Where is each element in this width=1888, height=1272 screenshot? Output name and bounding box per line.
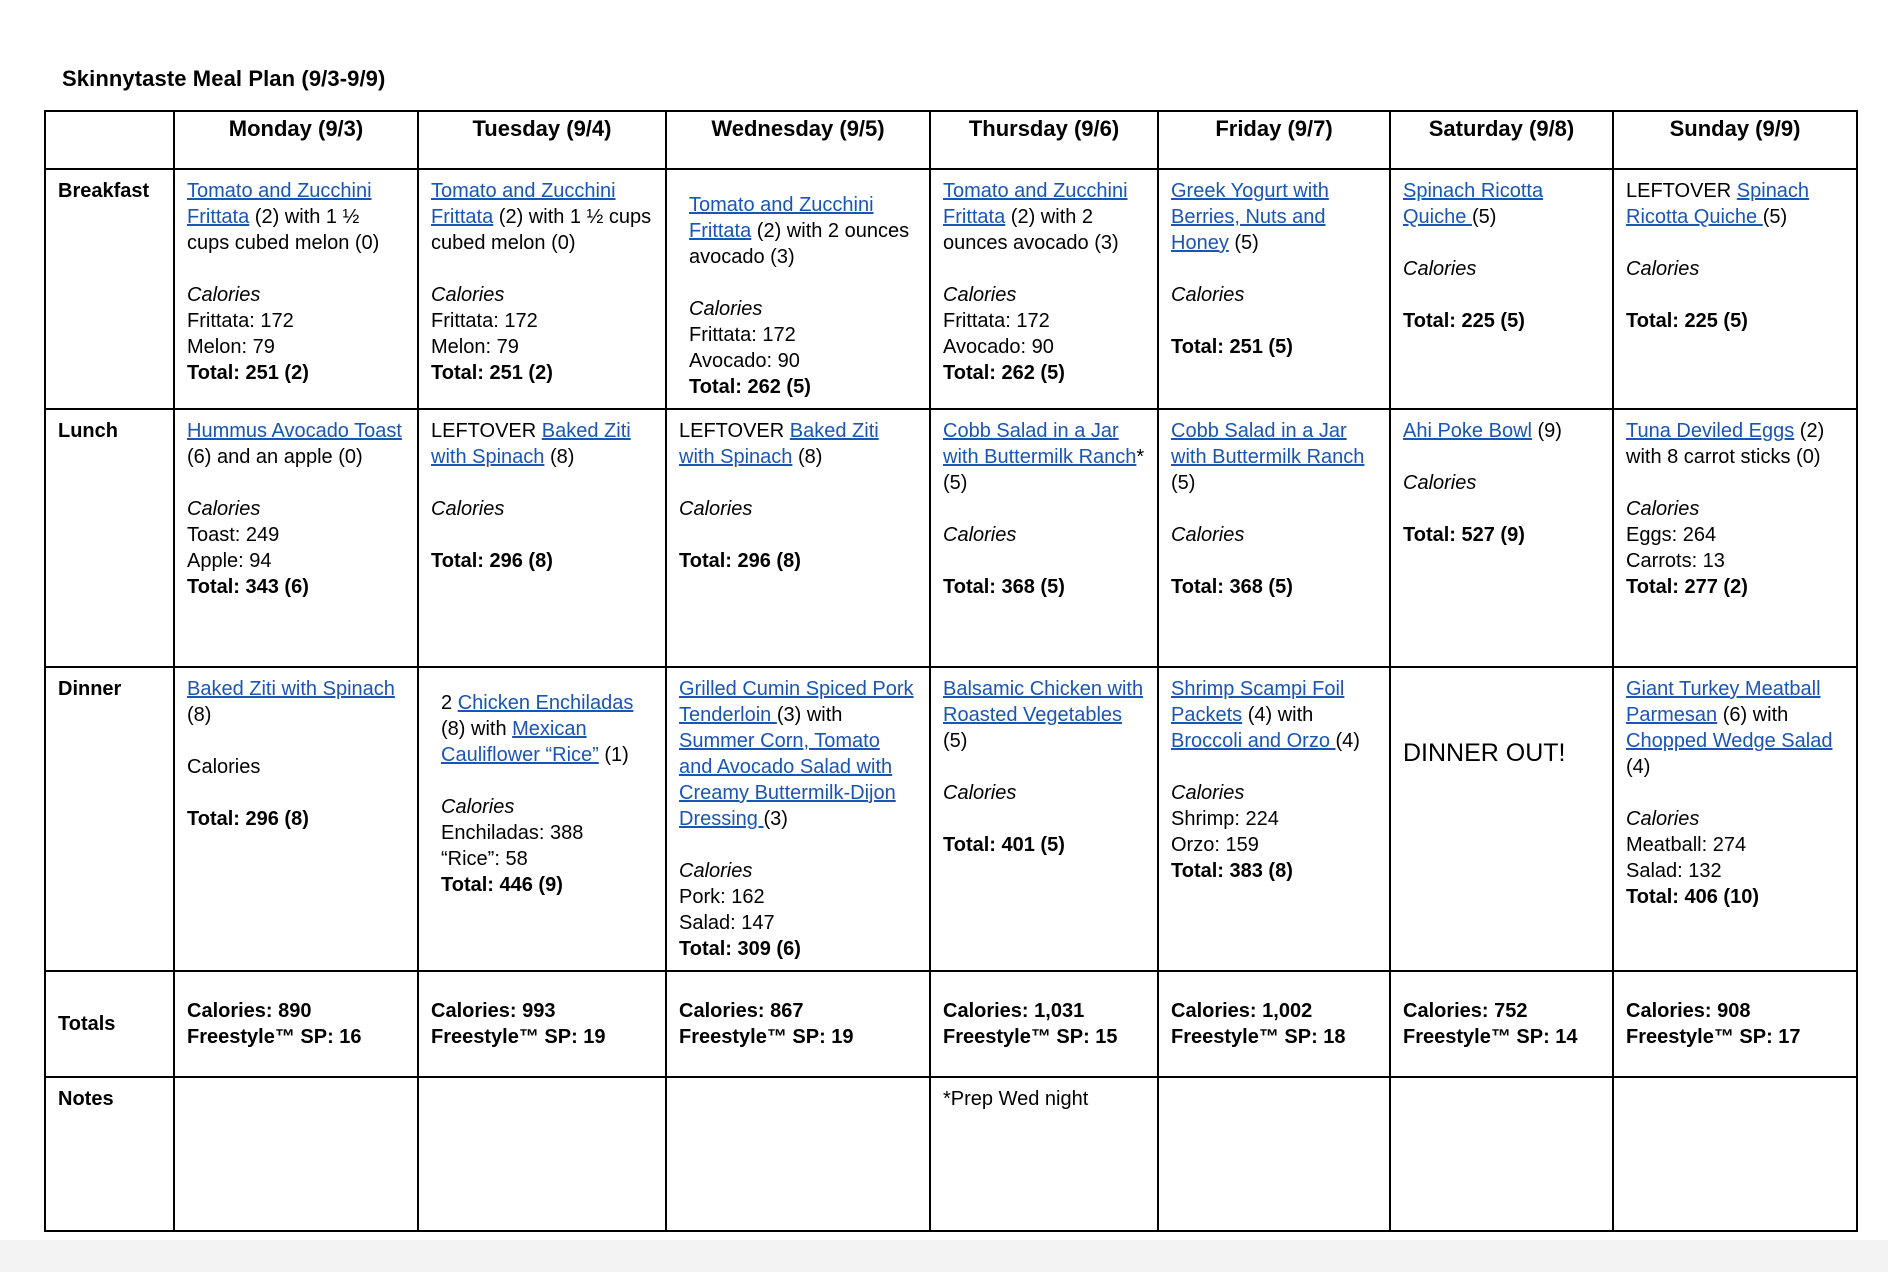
lunch-cell-saturday bbox=[1390, 409, 1613, 667]
lunch-cell-tuesday bbox=[418, 409, 666, 667]
calorie-line: “Rice”: 58 bbox=[441, 848, 528, 870]
calories-label: Calories bbox=[943, 524, 1017, 546]
meal-total: Total: 401 (5) bbox=[943, 834, 1065, 856]
meal-total: Total: 296 (8) bbox=[431, 550, 553, 572]
notes-cell-thursday bbox=[930, 1077, 1158, 1231]
lunch-cell-thursday bbox=[930, 409, 1158, 667]
meal-total: Total: 251 (2) bbox=[187, 362, 309, 384]
dinner-cell-friday bbox=[1158, 667, 1390, 971]
calories-label: Calories bbox=[1626, 808, 1700, 830]
totals-cell-tuesday bbox=[418, 971, 666, 1077]
dinner-cell-tuesday bbox=[418, 667, 666, 971]
meal-plan-table bbox=[44, 110, 1858, 1232]
recipe-link[interactable]: Grilled Cumin Spiced Pork Tenderloin bbox=[679, 678, 914, 726]
calorie-line: Orzo: 159 bbox=[1171, 834, 1259, 856]
meal-total: Total: 225 (5) bbox=[1403, 310, 1525, 332]
daily-calories: Calories: 908 bbox=[1626, 1000, 1751, 1022]
calorie-line: Avocado: 90 bbox=[689, 350, 800, 372]
calories-label: Calories bbox=[943, 284, 1017, 306]
notes-cell-friday bbox=[1158, 1077, 1390, 1231]
day-header-tuesday: Tuesday (9/4) bbox=[418, 111, 666, 169]
recipe-link[interactable]: Tomato and Zucchini Frittata bbox=[187, 180, 372, 228]
recipe-link[interactable]: Greek Yogurt with Berries, Nuts and Honey bbox=[1171, 180, 1329, 254]
calorie-line: Pork: 162 bbox=[679, 886, 765, 908]
meal-total: Total: 406 (10) bbox=[1626, 886, 1759, 908]
calories-label: Calories bbox=[1626, 258, 1700, 280]
calorie-line: Toast: 249 bbox=[187, 524, 280, 546]
notes-cell-monday bbox=[174, 1077, 418, 1231]
meal-total: Total: 251 (5) bbox=[1171, 336, 1293, 358]
meal-description: Spinach Ricotta Quiche (5) bbox=[1403, 180, 1544, 228]
calories-label: Calories bbox=[679, 498, 753, 520]
meal-description: Shrimp Scampi Foil Packets (4) with Broccoli and Orzo (4) bbox=[1171, 678, 1360, 752]
calorie-line: Avocado: 90 bbox=[943, 336, 1054, 358]
daily-calories: Calories: 890 bbox=[187, 1000, 312, 1022]
meal-total: Total: 368 (5) bbox=[1171, 576, 1293, 598]
breakfast-cell-sunday bbox=[1613, 169, 1857, 409]
meal-description: Balsamic Chicken with Roasted Vegetables (5) bbox=[943, 678, 1144, 752]
meal-description: Tuna Deviled Eggs (2) with 8 carrot sticks (0) bbox=[1626, 420, 1825, 468]
totals-cell-saturday bbox=[1390, 971, 1613, 1077]
meal-description: LEFTOVER Baked Ziti with Spinach (8) bbox=[431, 420, 631, 468]
row-label-dinner: Dinner bbox=[45, 667, 174, 971]
recipe-link[interactable]: Chopped Wedge Salad bbox=[1626, 730, 1833, 752]
daily-calories: Calories: 993 bbox=[431, 1000, 556, 1022]
meal-total: Total: 277 (2) bbox=[1626, 576, 1748, 598]
lunch-cell-friday bbox=[1158, 409, 1390, 667]
day-header-thursday: Thursday (9/6) bbox=[930, 111, 1158, 169]
recipe-link[interactable]: Broccoli and Orzo bbox=[1171, 730, 1336, 752]
calories-label: Calories bbox=[943, 782, 1017, 804]
lunch-cell-sunday bbox=[1613, 409, 1857, 667]
daily-calories: Calories: 1,031 bbox=[943, 1000, 1085, 1022]
recipe-link[interactable]: Giant Turkey Meatball Parmesan bbox=[1626, 678, 1821, 726]
meal-description: Giant Turkey Meatball Parmesan (6) with Chopped Wedge Salad (4) bbox=[1626, 678, 1833, 778]
totals-cell-sunday bbox=[1613, 971, 1857, 1077]
notes-cell-tuesday bbox=[418, 1077, 666, 1231]
breakfast-cell-monday bbox=[174, 169, 418, 409]
recipe-link[interactable]: Tuna Deviled Eggs bbox=[1626, 420, 1795, 442]
calorie-line: Apple: 94 bbox=[187, 550, 272, 572]
calories-label: Calories bbox=[1171, 524, 1245, 546]
breakfast-cell-friday bbox=[1158, 169, 1390, 409]
dinner-out-text: DINNER OUT! bbox=[1403, 739, 1566, 767]
daily-smartpoints: Freestyle™ SP: 19 bbox=[679, 1026, 854, 1048]
calories-label: Calories bbox=[187, 756, 261, 778]
calories-label: Calories bbox=[187, 284, 261, 306]
meal-total: Total: 262 (5) bbox=[689, 376, 811, 398]
recipe-link[interactable]: Summer Corn, Tomato and Avocado Salad with Creamy Buttermilk-Dijon Dressing bbox=[679, 730, 896, 830]
daily-smartpoints: Freestyle™ SP: 19 bbox=[431, 1026, 606, 1048]
meal-description: Tomato and Zucchini Frittata (2) with 2 ounces avocado (3) bbox=[943, 180, 1128, 254]
meal-description: Ahi Poke Bowl (9) bbox=[1403, 420, 1562, 442]
calories-label: Calories bbox=[1403, 258, 1477, 280]
day-header-friday: Friday (9/7) bbox=[1158, 111, 1390, 169]
meal-description: LEFTOVER Baked Ziti with Spinach (8) bbox=[679, 420, 879, 468]
page-bottom-band bbox=[0, 1240, 1888, 1272]
lunch-cell-wednesday bbox=[666, 409, 930, 667]
daily-smartpoints: Freestyle™ SP: 16 bbox=[187, 1026, 362, 1048]
calories-label: Calories bbox=[1403, 472, 1477, 494]
recipe-link[interactable]: Tomato and Zucchini Frittata bbox=[943, 180, 1128, 228]
meal-total: Total: 446 (9) bbox=[441, 874, 563, 896]
row-label-totals: Totals bbox=[45, 971, 174, 1077]
calorie-line: Frittata: 172 bbox=[431, 310, 538, 332]
meal-description: Grilled Cumin Spiced Pork Tenderloin (3) with Summer Corn, Tomato and Avocado Salad with Creamy Buttermilk-Dijon Dressing (3) bbox=[679, 678, 914, 830]
calories-label: Calories bbox=[431, 498, 505, 520]
header-row bbox=[45, 111, 1857, 169]
day-header-sunday: Sunday (9/9) bbox=[1613, 111, 1857, 169]
recipe-link[interactable]: Baked Ziti with Spinach bbox=[187, 678, 395, 700]
meal-total: Total: 368 (5) bbox=[943, 576, 1065, 598]
meal-total: Total: 527 (9) bbox=[1403, 524, 1525, 546]
meal-description: Cobb Salad in a Jar with Buttermilk Ranch* (5) bbox=[943, 420, 1145, 494]
meal-total: Total: 296 (8) bbox=[679, 550, 801, 572]
breakfast-row bbox=[45, 169, 1857, 409]
recipe-link[interactable]: Shrimp Scampi Foil Packets bbox=[1171, 678, 1345, 726]
recipe-link[interactable]: Balsamic Chicken with Roasted Vegetables bbox=[943, 678, 1144, 726]
recipe-link[interactable]: Hummus Avocado Toast bbox=[187, 420, 402, 442]
breakfast-cell-wednesday bbox=[666, 169, 930, 409]
recipe-link[interactable]: Baked Ziti with Spinach bbox=[431, 420, 631, 468]
recipe-link[interactable]: Mexican Cauliflower “Rice” bbox=[441, 718, 599, 766]
dinner-cell-thursday bbox=[930, 667, 1158, 971]
calorie-line: Frittata: 172 bbox=[187, 310, 294, 332]
calorie-line: Eggs: 264 bbox=[1626, 524, 1717, 546]
breakfast-cell-saturday bbox=[1390, 169, 1613, 409]
daily-smartpoints: Freestyle™ SP: 14 bbox=[1403, 1026, 1578, 1048]
notes-cell-sunday bbox=[1613, 1077, 1857, 1231]
daily-calories: Calories: 1,002 bbox=[1171, 1000, 1313, 1022]
notes-row bbox=[45, 1077, 1857, 1231]
calorie-line: Melon: 79 bbox=[431, 336, 519, 358]
meal-description: Tomato and Zucchini Frittata (2) with 1 ½ cups cubed melon (0) bbox=[187, 180, 380, 254]
meal-total: Total: 225 (5) bbox=[1626, 310, 1748, 332]
day-header-monday: Monday (9/3) bbox=[174, 111, 418, 169]
calories-label: Calories bbox=[431, 284, 505, 306]
note-text: *Prep Wed night bbox=[943, 1088, 1089, 1110]
recipe-link[interactable]: Spinach Ricotta Quiche bbox=[1626, 180, 1810, 228]
page-title: Skinnytaste Meal Plan (9/3-9/9) bbox=[62, 66, 386, 91]
daily-calories: Calories: 752 bbox=[1403, 1000, 1528, 1022]
recipe-link[interactable]: Tomato and Zucchini Frittata bbox=[431, 180, 616, 228]
calories-label: Calories bbox=[187, 498, 261, 520]
row-label-breakfast: Breakfast bbox=[45, 169, 174, 409]
meal-total: Total: 296 (8) bbox=[187, 808, 309, 830]
lunch-row bbox=[45, 409, 1857, 667]
calories-label: Calories bbox=[679, 860, 753, 882]
notes-cell-wednesday bbox=[666, 1077, 930, 1231]
calories-label: Calories bbox=[1626, 498, 1700, 520]
daily-smartpoints: Freestyle™ SP: 17 bbox=[1626, 1026, 1801, 1048]
calorie-line: Enchiladas: 388 bbox=[441, 822, 584, 844]
day-header-wednesday: Wednesday (9/5) bbox=[666, 111, 930, 169]
meal-description: Tomato and Zucchini Frittata (2) with 1 ½ cups cubed melon (0) bbox=[431, 180, 652, 254]
calorie-line: Salad: 147 bbox=[679, 912, 775, 934]
dinner-cell-sunday bbox=[1613, 667, 1857, 971]
meal-description: Greek Yogurt with Berries, Nuts and Honey (5) bbox=[1171, 180, 1329, 254]
calorie-line: Carrots: 13 bbox=[1626, 550, 1725, 572]
recipe-link[interactable]: Tomato and Zucchini Frittata bbox=[689, 194, 874, 242]
calories-label: Calories bbox=[441, 796, 515, 818]
totals-cell-thursday bbox=[930, 971, 1158, 1077]
totals-cell-friday bbox=[1158, 971, 1390, 1077]
row-label-notes: Notes bbox=[45, 1077, 174, 1231]
calorie-line: Meatball: 274 bbox=[1626, 834, 1747, 856]
recipe-link[interactable]: Baked Ziti with Spinach bbox=[679, 420, 879, 468]
recipe-link[interactable]: Cobb Salad in a Jar with Buttermilk Ranch bbox=[943, 420, 1137, 468]
dinner-cell-wednesday bbox=[666, 667, 930, 971]
daily-smartpoints: Freestyle™ SP: 18 bbox=[1171, 1026, 1346, 1048]
meal-description: Cobb Salad in a Jar with Buttermilk Ranch (5) bbox=[1171, 420, 1365, 494]
day-header-saturday: Saturday (9/8) bbox=[1390, 111, 1613, 169]
totals-cell-monday bbox=[174, 971, 418, 1077]
dinner-cell-saturday bbox=[1390, 667, 1613, 971]
meal-total: Total: 251 (2) bbox=[431, 362, 553, 384]
meal-description: Baked Ziti with Spinach (8) bbox=[187, 678, 395, 726]
calorie-line: Salad: 132 bbox=[1626, 860, 1722, 882]
totals-cell-wednesday bbox=[666, 971, 930, 1077]
calorie-line: Shrimp: 224 bbox=[1171, 808, 1279, 830]
calories-label: Calories bbox=[1171, 782, 1245, 804]
dinner-cell-monday bbox=[174, 667, 418, 971]
recipe-link[interactable]: Spinach Ricotta Quiche bbox=[1403, 180, 1544, 228]
breakfast-cell-thursday bbox=[930, 169, 1158, 409]
notes-cell-saturday bbox=[1390, 1077, 1613, 1231]
row-label-lunch: Lunch bbox=[45, 409, 174, 667]
meal-description: LEFTOVER Spinach Ricotta Quiche (5) bbox=[1626, 180, 1810, 228]
dinner-row bbox=[45, 667, 1857, 971]
calories-label: Calories bbox=[689, 298, 763, 320]
meal-total: Total: 309 (6) bbox=[679, 938, 801, 960]
corner-cell bbox=[45, 111, 174, 169]
recipe-link[interactable]: Cobb Salad in a Jar with Buttermilk Ranch bbox=[1171, 420, 1365, 468]
meal-description: Tomato and Zucchini Frittata (2) with 2 ounces avocado (3) bbox=[689, 194, 910, 268]
meal-description: Hummus Avocado Toast (6) and an apple (0) bbox=[187, 420, 402, 468]
totals-row bbox=[45, 971, 1857, 1077]
breakfast-cell-tuesday bbox=[418, 169, 666, 409]
daily-calories: Calories: 867 bbox=[679, 1000, 804, 1022]
daily-smartpoints: Freestyle™ SP: 15 bbox=[943, 1026, 1118, 1048]
meal-total: Total: 262 (5) bbox=[943, 362, 1065, 384]
calorie-line: Frittata: 172 bbox=[689, 324, 796, 346]
meal-total: Total: 343 (6) bbox=[187, 576, 309, 598]
lunch-cell-monday bbox=[174, 409, 418, 667]
meal-description: 2 Chicken Enchiladas (8) with Mexican Cauliflower “Rice” (1) bbox=[441, 692, 634, 766]
recipe-link[interactable]: Chicken Enchiladas bbox=[457, 692, 634, 714]
calorie-line: Frittata: 172 bbox=[943, 310, 1050, 332]
calorie-line: Melon: 79 bbox=[187, 336, 275, 358]
calories-label: Calories bbox=[1171, 284, 1245, 306]
recipe-link[interactable]: Ahi Poke Bowl bbox=[1403, 420, 1532, 442]
meal-total: Total: 383 (8) bbox=[1171, 860, 1293, 882]
